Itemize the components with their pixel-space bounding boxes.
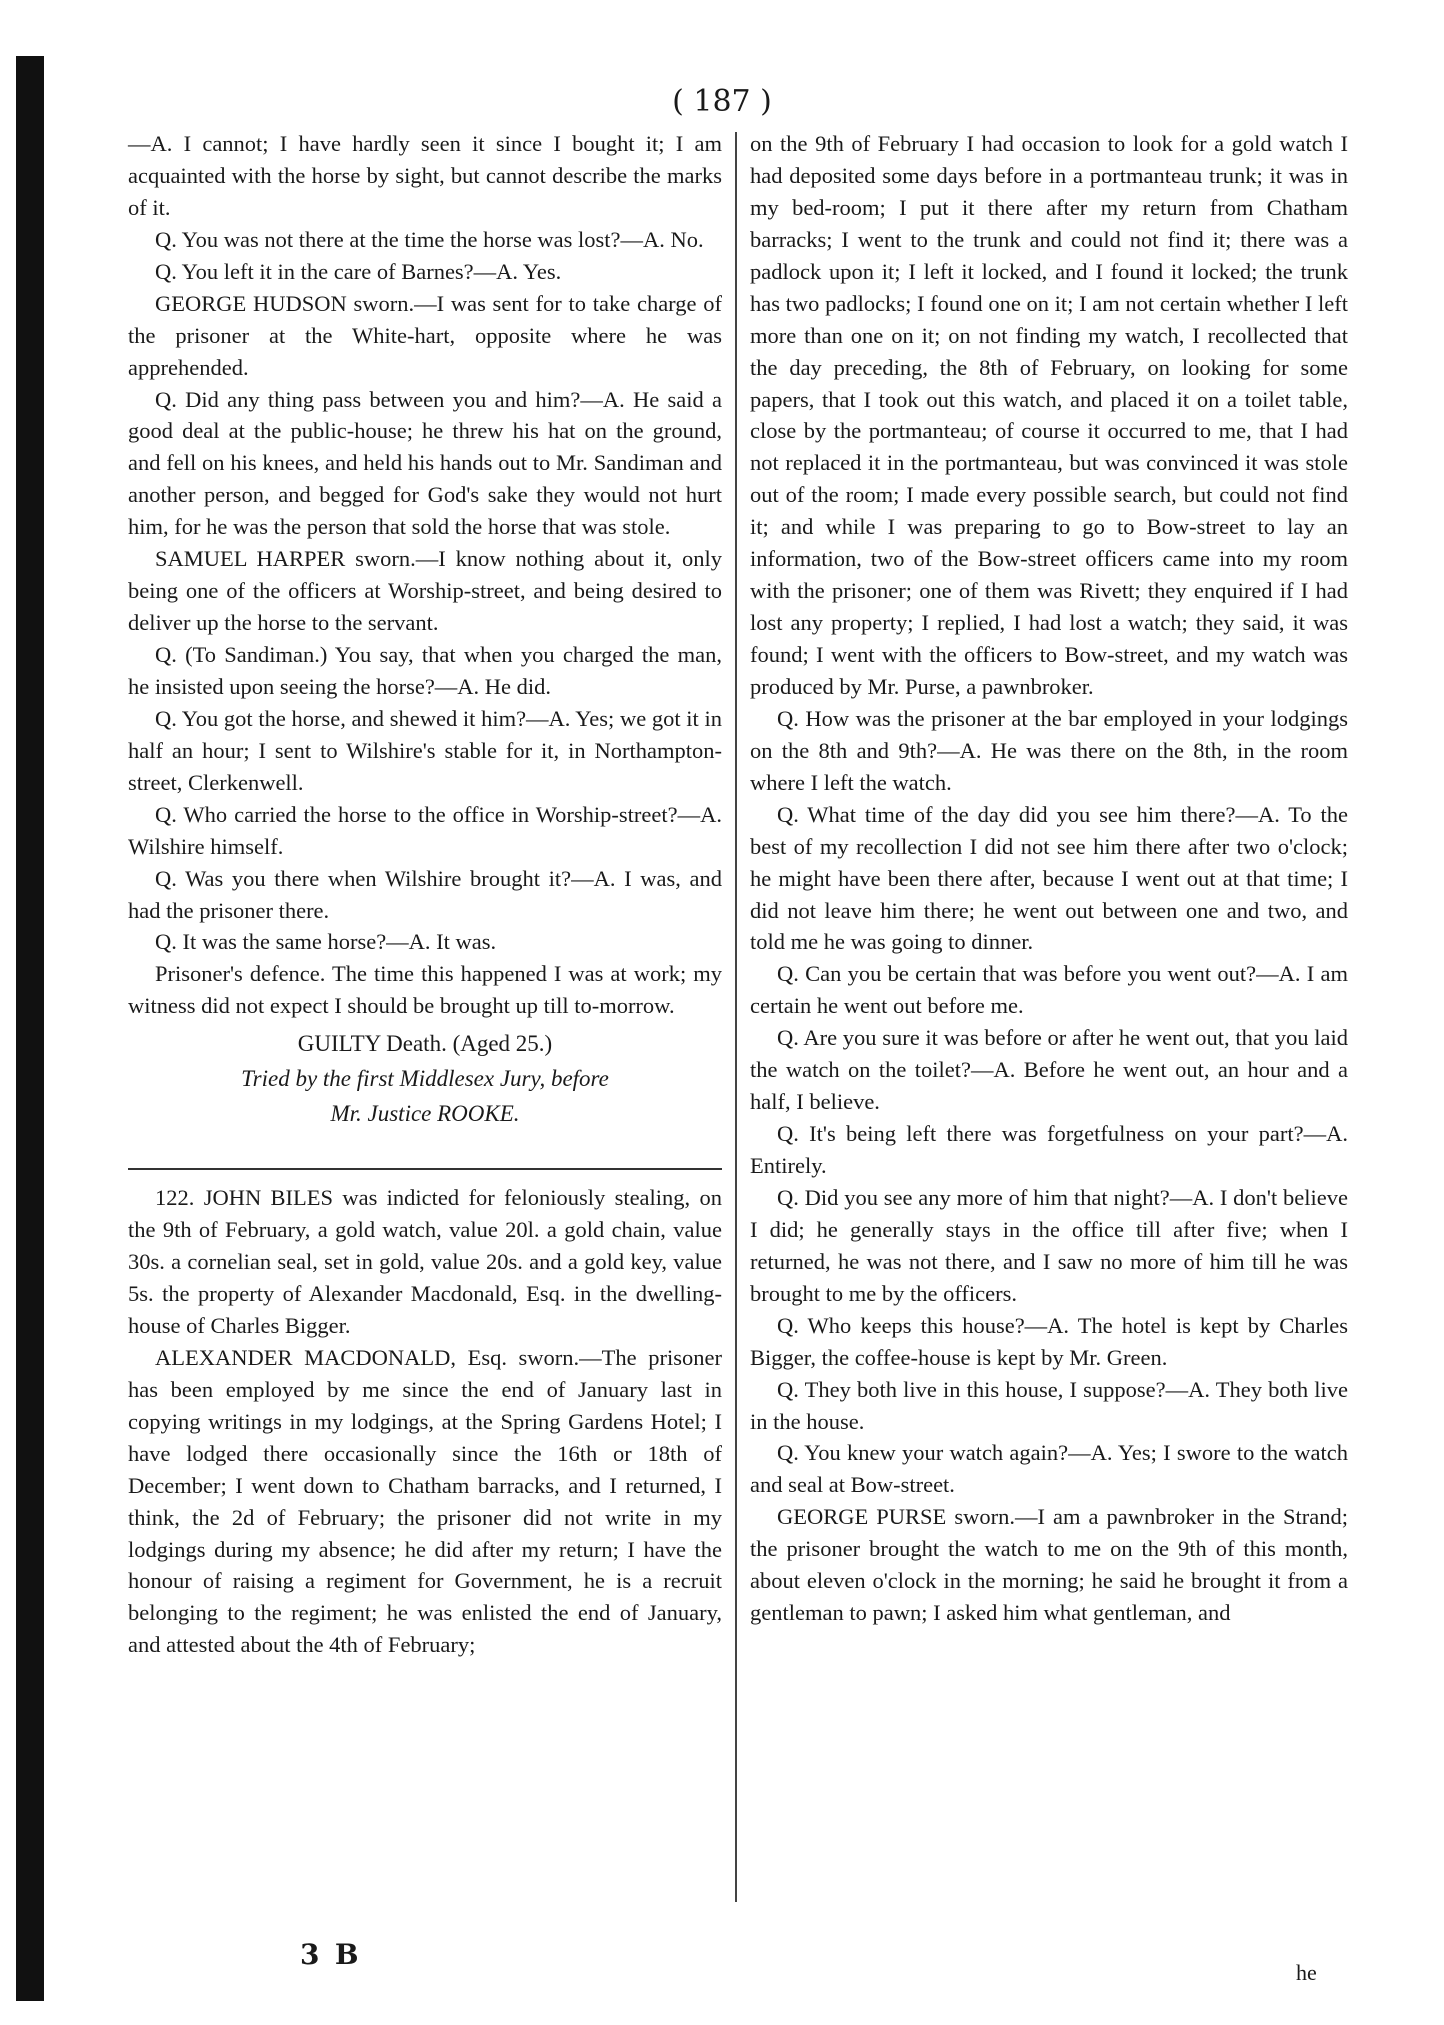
paragraph: Q. Can you be certain that was before you went out?—A. I am certain he went out before me. [750, 961, 1348, 1019]
paragraph: SAMUEL HARPER sworn.—I know nothing about it, only being one of the officers at Worship-street, and being desired to deliver up the horse to the servant. [128, 546, 722, 636]
paragraph: Q. You left it in the care of Barnes?—A. Yes. [155, 258, 562, 284]
paragraph: Q. What time of the day did you see him there?—A. To the best of my recollection I did not see him there after two o'clock; he might have been there after, because I went out at that time; I did not leave him there; he went out between one and two, and told me he was going to dinner. [750, 801, 1348, 955]
paragraph: Q. Was you there when Wilshire brought it?—A. I was, and had the prisoner there. [128, 865, 722, 923]
paragraph: —A. I cannot; I have hardly seen it since I bought it; I am acquainted with the horse by sight, but cannot describe the marks of it. [128, 131, 722, 220]
paragraph: Q. Who keeps this house?—A. The hotel is kept by Charles Bigger, the coffee-house is kept by Mr. Green. [750, 1312, 1348, 1370]
paragraph: Q. You got the horse, and shewed it him?—A. Yes; we got it in half an hour; I sent to Wilshire's stable for it, in Northampton-street, Clerkenwell. [128, 705, 722, 795]
paragraph: Prisoner's defence. The time this happened I was at work; my witness did not expect I should be brought up till to-morrow. [128, 961, 722, 1019]
section-divider [128, 1168, 722, 1170]
paragraph: Q. Did any thing pass between you and him?—A. He said a good deal at the public-house; he threw his hat on the ground, and fell on his knees, and held his hands out to Mr. Sandiman and another person, and begged for God's sake they would not hurt him, for he was the person that sold the horse that was stole. [128, 386, 722, 540]
paragraph: Q. (To Sandiman.) You say, that when you charged the man, he insisted upon seeing the horse?—A. He did. [128, 642, 722, 699]
tried-by-line: Tried by the first Middlesex Jury, before [241, 1065, 609, 1091]
paragraph: Q. How was the prisoner at the bar employed in your lodgings on the 8th and 9th?—A. He was there on the 8th, in the room where I left the watch. [750, 705, 1348, 795]
paragraph: Q. You knew your watch again?—A. Yes; I swore to the watch and seal at Bow-street. [750, 1440, 1348, 1498]
paragraph: ALEXANDER MACDONALD, Esq. sworn.—The prisoner has been employed by me since the end of January last in copying writings in my lodgings, at the Spring Gardens Hotel; I have lodged there occasionally since the 16th or 18th of December; I went down to Chatham barracks, and I returned, I think, the 2d of February; the prisoner did not write in my lodgings during my absence; he did after my return; I have the honour of raising a regiment for Government, he is a recruit belonging to the regiment; he was enlisted the end of January, and attested about the 4th of February; [128, 1344, 722, 1658]
paragraph: Q. You was not there at the time the horse was lost?—A. No. [155, 226, 704, 252]
column-divider [735, 132, 737, 1902]
page-number: ( 187 ) [672, 84, 772, 119]
paragraph: GEORGE HUDSON sworn.—I was sent for to take charge of the prisoner at the White-hart, opposite where he was apprehended. [128, 290, 722, 380]
left-column [128, 128, 722, 1661]
verdict: GUILTY Death. (Aged 25.) [297, 1031, 553, 1057]
scan-binding-edge [16, 56, 44, 2001]
paragraph: Q. They both live in this house, I suppose?—A. They both live in the house. [750, 1376, 1348, 1434]
right-column [750, 128, 1348, 1629]
paragraph: 122. JOHN BILES was indicted for feloniously stealing, on the 9th of February, a gold watch, value 20l. a gold chain, value 30s. a cornelian seal, set in gold, value 20s. and a gold key, value 5s. the property of Alexander Macdonald, Esq. in the dwelling-house of Charles Bigger. [128, 1185, 722, 1338]
paragraph: Q. Are you sure it was before or after he went out, that you laid the watch on the toilet?—A. Before he went out, an hour and a half, I believe. [750, 1025, 1348, 1115]
printer-signature: 3 B [300, 1938, 362, 1971]
paragraph: on the 9th of February I had occasion to look for a gold watch I had deposited some days before in a portmanteau trunk; it was in my bed-room; I put it there after my return from Chatham barracks; I went to the trunk and could not find it; there was a padlock upon it; I left it locked, and I found it locked; the trunk has two padlocks; I found one on it; I am not certain whether I left more than one on it; on not finding my watch, I recollected that the day preceding, the 8th of February, on looking for some papers, that I took out this watch, and placed it on a toilet table, close by the portmanteau; of course it occurred to me, that I had not replaced it in the portmanteau, but was convinced it was stole out of the room; I made every possible search, but could not find it; and while I was preparing to go to Bow-street to lay an information, two of the Bow-street officers came into my room with the prisoner; one of them was Rivett; they enquired if I had lost any property; I replied, I had lost a watch; they said, it was found; I went with the officers to Bow-street, and my watch was produced by Mr. Purse, a pawnbroker. [750, 131, 1348, 699]
paragraph: Q. Who carried the horse to the office in Worship-street?—A. Wilshire himself. [128, 801, 722, 859]
paragraph: Q. It was the same horse?—A. It was. [155, 929, 497, 955]
tried-by-judge: Mr. Justice ROOKE. [330, 1100, 520, 1126]
paragraph: Q. Did you see any more of him that night?—A. I don't believe I did; he generally stays in the office till after five; when I returned, he was not there, and I saw no more of him till he was brought to me by the officers. [750, 1184, 1348, 1306]
paragraph: Q. It's being left there was forgetfulness on your part?—A. Entirely. [750, 1121, 1348, 1178]
catchword: he [1296, 1960, 1317, 1985]
paragraph: GEORGE PURSE sworn.—I am a pawnbroker in the Strand; the prisoner brought the watch to me on the 9th of this month, about eleven o'clock in the morning; he said he brought it from a gentleman to pawn; I asked him what gentleman, and [750, 1504, 1348, 1626]
